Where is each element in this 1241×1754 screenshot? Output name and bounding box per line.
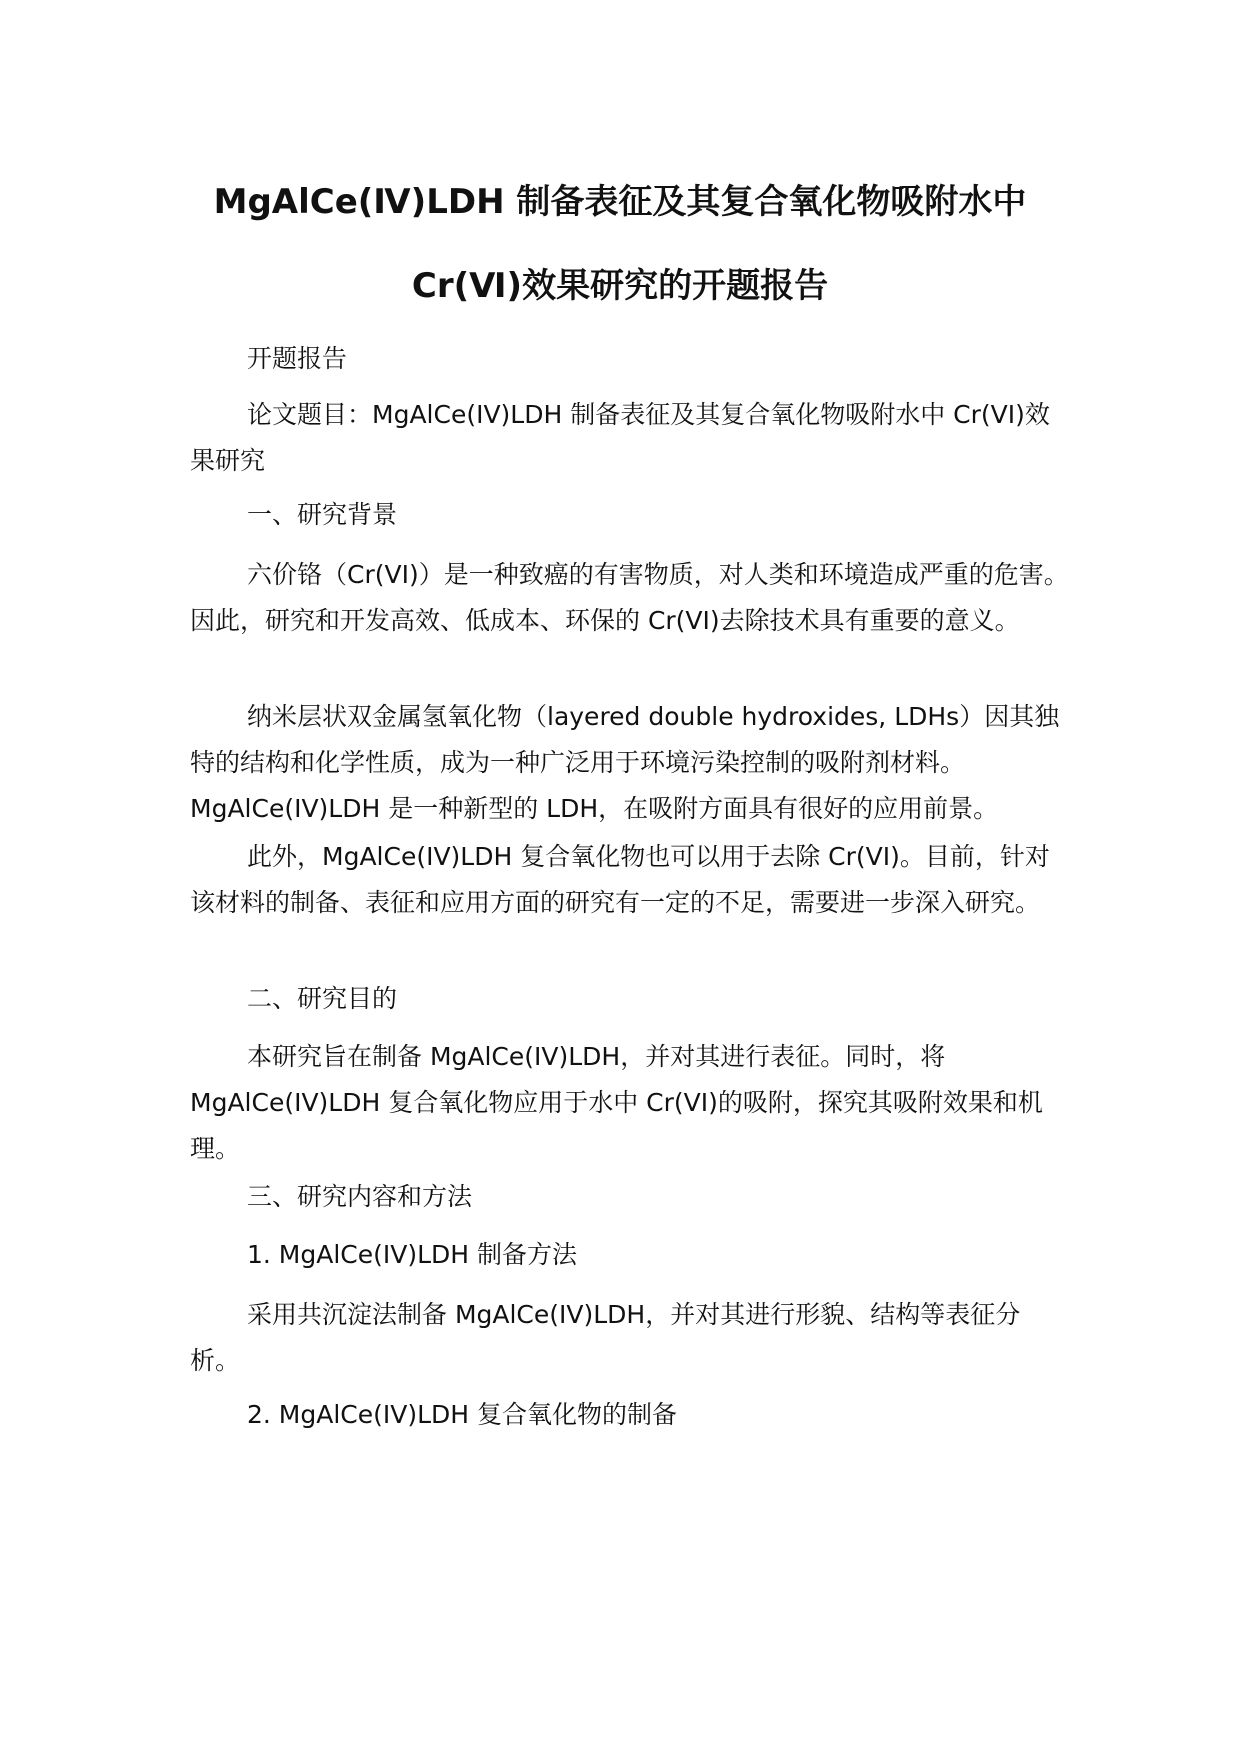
method-item-1-paragraph: 采用共沉淀法制备 MgAlCe(IV)LDH，并对其进行形貌、结构等表征分析。 — [190, 1300, 1021, 1375]
section-heading-methods: 三、研究内容和方法 — [247, 1182, 473, 1211]
section-heading-background: 一、研究背景 — [247, 500, 398, 529]
method-item-1-heading: 1. MgAlCe(IV)LDH 制备方法 — [247, 1240, 578, 1269]
paragraph-background-1: 六价铬（Cr(VI)）是一种致癌的有害物质，对人类和环境造成严重的危害。因此，研究和开发高效、低成本、环保的 Cr(VI)去除技术具有重要的意义。 — [190, 560, 1069, 635]
section-heading-purpose: 二、研究目的 — [247, 984, 398, 1013]
document-title-line-1: MgAlCe(Ⅳ)LDH 制备表征及其复合氧化物吸附水中 — [213, 182, 1027, 222]
paragraph-purpose: 本研究旨在制备 MgAlCe(IV)LDH，并对其进行表征。同时，将 MgAlCe(IV)LDH 复合氧化物应用于水中 Cr(VI)的吸附，探究其吸附效果和机理。 — [190, 1042, 1043, 1163]
document-title-line-2: Cr(Ⅵ)效果研究的开题报告 — [411, 266, 829, 306]
paragraph-background-3: 此外，MgAlCe(IV)LDH 复合氧化物也可以用于去除 Cr(VI)。目前，针对该材料的制备、表征和应用方面的研究有一定的不足，需要进一步深入研究。 — [190, 842, 1050, 917]
report-heading: 开题报告 — [247, 344, 348, 373]
paragraph-background-2: 纳米层状双金属氢氧化物（layered double hydroxides, LDHs）因其独特的结构和化学性质，成为一种广泛用于环境污染控制的吸附剂材料。MgAlCe(IV)LDH 是一种新型的 LDH，在吸附方面具有很好的应用前景。 — [190, 702, 1060, 823]
method-item-2-heading: 2. MgAlCe(IV)LDH 复合氧化物的制备 — [247, 1400, 678, 1429]
thesis-title: 论文题目：MgAlCe(IV)LDH 制备表征及其复合氧化物吸附水中 Cr(VI)效果研究 — [190, 400, 1050, 475]
